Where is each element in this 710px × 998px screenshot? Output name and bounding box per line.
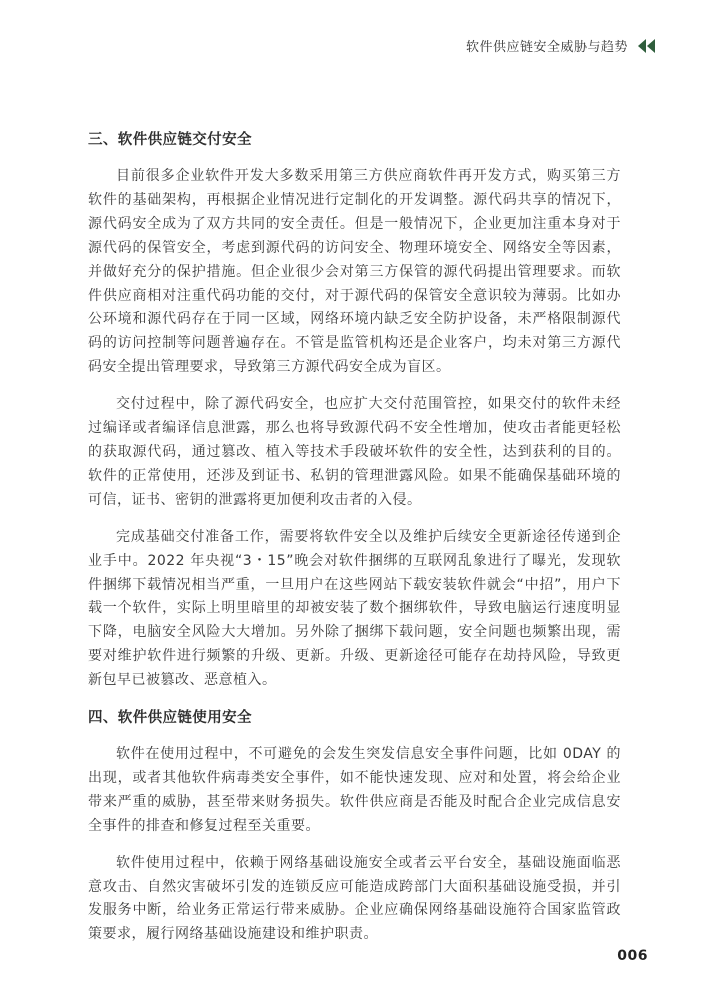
section-delivery-security: [88, 128, 621, 693]
running-header: [466, 36, 656, 55]
running-header-title: 软件供应链安全威胁与趋势: [465, 40, 628, 55]
paragraph: 目前很多企业软件开发大多数采用第三方供应商软件再开发方式，购买第三方软件的基础架构，再根据企业情况进行定制化的开发调整。源代码共享的情况下，源代码安全成为了双方共同的安全责任。但是一般情况下，企业更加注重本身对于源代码的保管安全，考虑到源代码的访问安全、物理环境安全、网络安全等因素，并做好充分的保护措施。但企业很少会对第三方保管的源代码提出管理要求。而软件供应商相对注重代码功能的交付，对于源代码的保管安全意识较为薄弱。比如办公环境和源代码存在于同一区域，网络环境内缺乏安全防护设备，未严格限制源代码的访问控制等问题普遍存在。不管是监管机构还是企业客户，均未对第三方源代码安全提出管理要求，导致第三方源代码安全成为盲区。: [88, 168, 621, 376]
section-heading: 四、软件供应链使用安全: [88, 710, 252, 727]
paragraph: 完成基础交付准备工作，需要将软件安全以及维护后续安全更新途径传递到企业手中。2022 年央视“3・15”晚会对软件捆绑的互联网乱象进行了曝光，发现软件捆绑下载情况相当严重，一旦用户在这些网站下载安装软件就会“中招”，用户下载一个软件，实际上明里暗里的却被安装了数个捆绑软件，导致电脑运行速度明显下降，电脑安全风险大大增加。另外除了捆绑下载问题，安全问题也频繁出现，需要对维护软件进行频繁的升级、更新。升级、更新途径可能存在劫持风险，导致更新包早已被篡改、恶意植入。: [88, 528, 621, 689]
section-heading: 三、软件供应链交付安全: [88, 132, 252, 148]
paragraph: 软件在使用过程中，不可避免的会发生突发信息安全事件问题，比如 0DAY 的出现，或者其他软件病毒类安全事件，如不能快速发现、应对和处置，将会给企业带来严重的威胁，甚至带来财务损失。软件供应商是否能及时配合企业完成信息安全事件的排查和修复过程至关重要。: [88, 746, 621, 834]
document-body: [88, 128, 621, 960]
page-number: 006: [617, 948, 648, 964]
section-usage-security: [88, 706, 621, 947]
paragraph: 交付过程中，除了源代码安全，也应扩大交付范围管控，如果交付的软件未经过编译或者编译信息泄露，那么也将导致源代码不安全性增加，使攻击者能更轻松的获取源代码，通过篡改、植入等技术手段破坏软件的安全性，达到获利的目的。软件的正常使用，还涉及到证书、私钥的管理泄露风险。如果不能确保基础环境的可信，证书、密钥的泄露将更加便利攻击者的入侵。: [88, 396, 621, 508]
double-left-arrow-icon: [638, 39, 656, 53]
paragraph: 软件使用过程中，依赖于网络基础设施安全或者云平台安全，基础设施面临恶意攻击、自然灾害破坏引发的连锁反应可能造成跨部门大面积基础设施受损，并引发服务中断，给业务正常运行带来威胁。企业应确保网络基础设施符合国家监管政策要求，履行网络基础设施建设和维护职责。: [88, 854, 621, 943]
